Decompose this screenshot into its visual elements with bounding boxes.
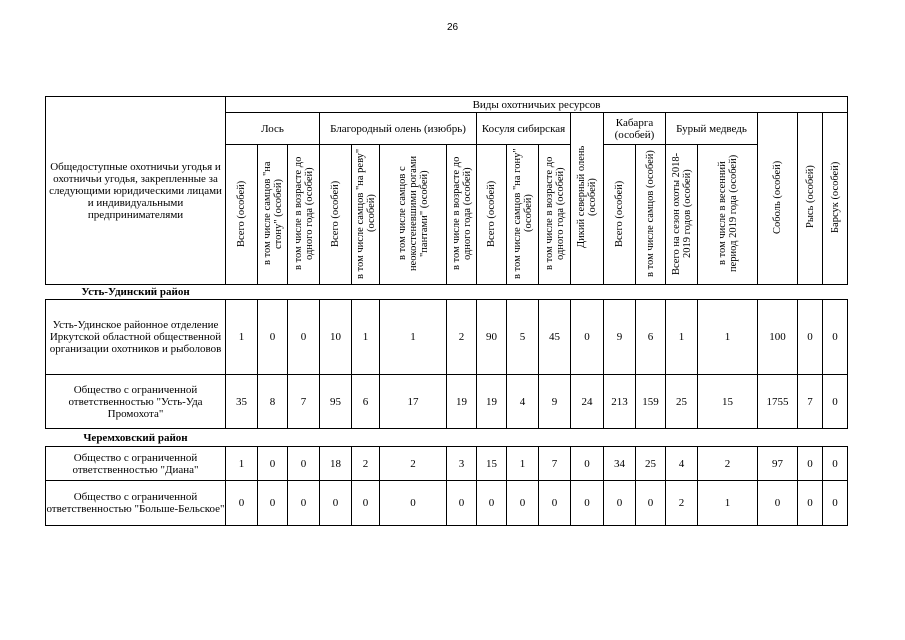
cell: 4 [507, 375, 539, 429]
cell: 7 [798, 375, 823, 429]
col-header: в том числе самцов с неокостеневшими рогами "пантами" (особей) [380, 145, 447, 285]
cell: 0 [823, 300, 848, 375]
cell: 95 [320, 375, 352, 429]
cell: 0 [823, 375, 848, 429]
col-header: в том числе самцов (особей) [636, 145, 666, 285]
col-rys: Рысь (особей) [798, 113, 823, 285]
region-heading: Черемховский район [83, 431, 188, 444]
col-header: в том числе в весенний период 2019 года (особей) [698, 145, 758, 285]
row-label: Общество с ограниченной ответственностью "Усть-Уда Промохота" [46, 375, 226, 429]
cell: 1 [226, 300, 258, 375]
cell: 1 [698, 300, 758, 375]
cell: 1 [698, 481, 758, 526]
cell: 3 [447, 447, 477, 481]
cell: 0 [258, 447, 288, 481]
cell: 7 [288, 375, 320, 429]
page-number: 26 [446, 22, 459, 33]
col-severny-olen: Дикий северный олень (особей) [571, 113, 604, 285]
cell: 8 [258, 375, 288, 429]
group-kabarga: Кабарга (особей) [604, 113, 666, 145]
cell: 0 [636, 481, 666, 526]
cell: 2 [352, 447, 380, 481]
cell: 17 [380, 375, 447, 429]
cell: 159 [636, 375, 666, 429]
cell: 1 [507, 447, 539, 481]
table-row [46, 481, 848, 526]
cell: 4 [666, 447, 698, 481]
region-heading: Усть-Удинский район [81, 286, 190, 298]
cell: 7 [539, 447, 571, 481]
cell: 45 [539, 300, 571, 375]
cell: 2 [380, 447, 447, 481]
group-los: Лось [226, 113, 320, 145]
cell: 100 [758, 300, 798, 375]
cell: 2 [698, 447, 758, 481]
cell: 25 [666, 375, 698, 429]
cell: 2 [666, 481, 698, 526]
cell: 0 [823, 481, 848, 526]
cell: 5 [507, 300, 539, 375]
col-header: Всего (особей) [320, 145, 352, 285]
group-medved: Бурый медведь [666, 113, 758, 145]
cell: 0 [380, 481, 447, 526]
cell: 0 [758, 481, 798, 526]
cell: 19 [447, 375, 477, 429]
cell: 1 [380, 300, 447, 375]
cell: 1 [352, 300, 380, 375]
cell: 0 [447, 481, 477, 526]
group-olen: Благородный олень (изюбрь) [320, 113, 477, 145]
cell: 90 [477, 300, 507, 375]
cell: 97 [758, 447, 798, 481]
cell: 18 [320, 447, 352, 481]
cell: 15 [477, 447, 507, 481]
cell: 0 [258, 300, 288, 375]
cell: 6 [636, 300, 666, 375]
col-header: в том числе в возрасте до одного года (особей) [539, 145, 571, 285]
col-barsuk: Барсук (особей) [823, 113, 848, 285]
cell: 1 [226, 447, 258, 481]
cell: 0 [604, 481, 636, 526]
cell: 34 [604, 447, 636, 481]
cell: 0 [320, 481, 352, 526]
cell: 213 [604, 375, 636, 429]
cell: 19 [477, 375, 507, 429]
cell: 35 [226, 375, 258, 429]
cell: 0 [477, 481, 507, 526]
col-header: Всего (особей) [604, 145, 636, 285]
col-header: Всего на сезон охоты 2018-2019 годов (особей) [666, 145, 698, 285]
cell: 0 [288, 300, 320, 375]
cell: 0 [539, 481, 571, 526]
resources-header: Виды охотничьих ресурсов [226, 97, 848, 113]
cell: 9 [539, 375, 571, 429]
col-header: в том числе самцов "на гону" (особей) [507, 145, 539, 285]
cell: 1755 [758, 375, 798, 429]
row-label-header: Общедоступные охотничьи угодья и охотничьи угодья, закрепленные за следующими юридическими лицами и индивидуальными предпринимателями [46, 97, 226, 285]
cell: 0 [798, 447, 823, 481]
row-label: Общество с ограниченной ответственностью "Диана" [46, 447, 226, 481]
col-sobol: Соболь (особей) [758, 113, 798, 285]
group-kosulya: Косуля сибирская [477, 113, 571, 145]
table-row [46, 375, 848, 429]
cell: 0 [352, 481, 380, 526]
cell: 0 [571, 447, 604, 481]
cell: 9 [604, 300, 636, 375]
cell: 0 [226, 481, 258, 526]
cell: 6 [352, 375, 380, 429]
table-row [46, 300, 848, 375]
row-label: Общество с ограниченной ответственностью "Больше-Бельское" [46, 481, 226, 526]
cell: 0 [288, 481, 320, 526]
cell: 0 [798, 300, 823, 375]
cell: 0 [823, 447, 848, 481]
cell: 15 [698, 375, 758, 429]
row-label: Усть-Удинское районное отделение Иркутской областной общественной организации охотников и рыболовов [46, 300, 226, 375]
table-row [46, 447, 848, 481]
cell: 0 [288, 447, 320, 481]
col-header: в том числе самцов "на стону" (особей) [258, 145, 288, 285]
col-header: в том числе самцов "на реву" (особей) [352, 145, 380, 285]
cell: 25 [636, 447, 666, 481]
col-header: в том числе в возрасте до одного года (особей) [447, 145, 477, 285]
cell: 10 [320, 300, 352, 375]
hunting-resources-table [45, 96, 848, 526]
cell: 1 [666, 300, 698, 375]
col-header: в том числе в возрасте до одного года (особей) [288, 145, 320, 285]
cell: 0 [571, 481, 604, 526]
cell: 0 [571, 300, 604, 375]
cell: 2 [447, 300, 477, 375]
col-header: Всего (особей) [477, 145, 507, 285]
cell: 0 [507, 481, 539, 526]
cell: 0 [798, 481, 823, 526]
cell: 24 [571, 375, 604, 429]
col-header: Всего (особей) [226, 145, 258, 285]
cell: 0 [258, 481, 288, 526]
